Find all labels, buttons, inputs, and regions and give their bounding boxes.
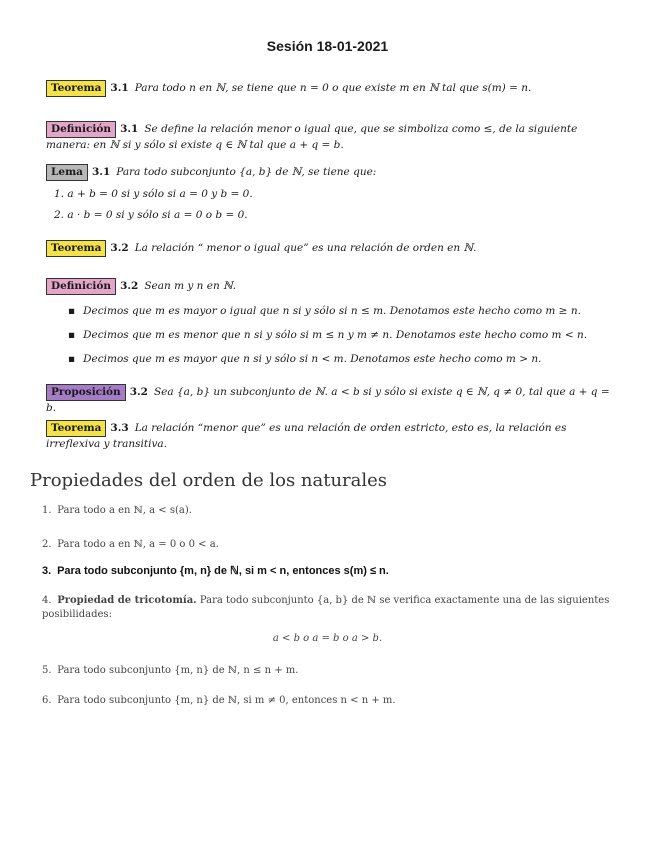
lemma-tag: Lema	[46, 164, 88, 181]
proposition-text: Sea {a, b} un subconjunto de ℕ. a < b si y sólo si existe q ∈ ℕ, q ≠ 0, tal que a + q = b.	[46, 386, 610, 414]
theorem-3-3	[46, 420, 616, 452]
property-number: 3.	[42, 565, 52, 577]
property-5	[42, 664, 612, 678]
property-text: Para todo subconjunto {m, n} de ℕ, si m < n, entonces s(m) ≤ n.	[57, 565, 389, 577]
theorem-number: 3.2	[110, 242, 129, 254]
property-number: 1.	[42, 505, 52, 516]
theorem-number: 3.1	[110, 82, 129, 94]
theorem-tag: Teorema	[46, 240, 106, 257]
proposition-number: 3.2	[129, 386, 148, 398]
property-2	[42, 538, 612, 552]
lemma-text: Para todo subconjunto {a, b} de ℕ, se tiene que:	[116, 166, 377, 178]
theorem-text: La relación “ menor o igual que” es una relación de orden en ℕ.	[134, 242, 477, 254]
property-text: Para todo a en ℕ, a < s(a).	[57, 505, 192, 516]
property-heading: Propiedad de tricotomía.	[57, 595, 197, 606]
definition-number: 3.2	[120, 280, 139, 292]
property-number: 6.	[42, 695, 52, 706]
property-text: Para todo subconjunto {a, b} de ℕ se verifica exactamente una de las siguientes posibilidades:	[42, 595, 610, 620]
definition-3-2	[46, 278, 616, 367]
list-item: 1. a + b = 0 si y sólo si a = 0 y b = 0.	[54, 188, 253, 200]
property-text: Para todo a en ℕ, a = 0 o 0 < a.	[57, 539, 219, 550]
section-title: Propiedades del orden de los naturales	[30, 470, 388, 491]
property-number: 5.	[42, 665, 52, 676]
property-6	[42, 694, 612, 708]
property-4	[42, 594, 612, 622]
property-3	[42, 564, 612, 578]
lemma-3-1	[46, 164, 616, 229]
definition-text: Se define la relación menor o igual que, que se simboliza como ≤, de la siguiente manera: en ℕ si y sólo si existe q ∈ ℕ tal que a + q = b.	[46, 123, 578, 151]
definition-3-1	[46, 121, 616, 153]
theorem-tag: Teorema	[46, 420, 106, 437]
proposition-tag: Proposición	[46, 384, 126, 401]
theorem-3-2	[46, 240, 616, 257]
definition-number: 3.1	[120, 123, 139, 135]
theorem-number: 3.3	[110, 422, 129, 434]
definition-tag: Definición	[46, 121, 116, 138]
theorem-text: La relación “menor que” es una relación de orden estricto, esto es, la relación es irreflexiva y transitiva.	[46, 422, 567, 450]
list-item: ▪ Decimos que m es menor que n si y sólo si m ≤ n y m ≠ n. Denotamos este hecho como m < n.	[68, 328, 616, 343]
lemma-list	[54, 187, 616, 223]
property-text: Para todo subconjunto {m, n} de ℕ, n ≤ n + m.	[57, 665, 299, 676]
list-item: ▪ Decimos que m es mayor o igual que n si y sólo si n ≤ m. Denotamos este hecho como m ≥ n.	[68, 304, 616, 319]
theorem-tag: Teorema	[46, 80, 106, 97]
list-item: ▪ Decimos que m es mayor que n si y sólo si n < m. Denotamos este hecho como m > n.	[68, 352, 616, 367]
property-1	[42, 504, 612, 518]
definition-text: Sean m y n en ℕ.	[144, 280, 237, 292]
proposition-3-2	[46, 384, 616, 416]
definition-list	[54, 304, 616, 367]
page-title: Sesión 18-01-2021	[266, 38, 389, 54]
property-number: 2.	[42, 539, 52, 550]
theorem-text: Para todo n en ℕ, se tiene que n = 0 o que existe m en ℕ tal que s(m) = n.	[134, 82, 532, 94]
trichotomy-formula: a < b o a = b o a > b.	[272, 633, 383, 644]
lemma-number: 3.1	[91, 166, 111, 178]
list-item: 2. a · b = 0 si y sólo si a = 0 o b = 0.	[54, 209, 248, 221]
theorem-3-1	[46, 80, 616, 97]
property-number: 4.	[42, 595, 52, 606]
definition-tag: Definición	[46, 278, 116, 295]
property-text: Para todo subconjunto {m, n} de ℕ, si m ≠ 0, entonces n < n + m.	[57, 695, 396, 706]
